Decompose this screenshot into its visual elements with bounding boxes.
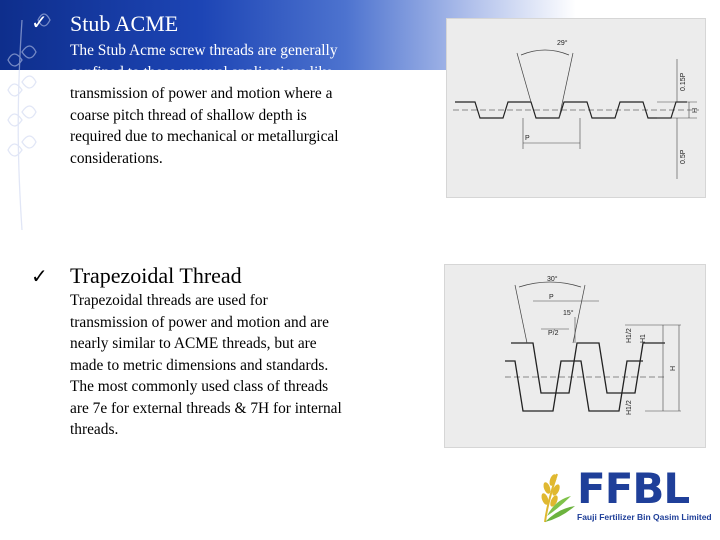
text-line: confined to those unusual applications like: [70, 63, 333, 81]
depth-bottom-label: 0.5P: [680, 149, 687, 164]
text-line: required due to mechanical or metallurgical: [70, 128, 339, 145]
section-heading-stub-acme: Stub ACME: [70, 11, 179, 36]
text-line: made to metric dimensions and standards.: [70, 356, 329, 374]
height-label: H: [692, 107, 699, 113]
text-line: transmission of power and motion where a: [70, 85, 333, 102]
text-line: coarse pitch thread of shallow depth is: [70, 106, 307, 124]
flank-angle-label: 15°: [563, 310, 574, 317]
text-line: nearly similar to ACME threads, but are: [70, 335, 317, 352]
text-line: The most commonly used class of threads: [70, 378, 329, 395]
text-line: are 7e for external threads & 7H for internal: [70, 399, 342, 417]
text-line: considerations.: [70, 149, 163, 167]
checkmark-bullet-icon: ✓: [31, 264, 48, 288]
trapezoidal-description: [70, 290, 342, 441]
ffbl-logo: [525, 466, 720, 526]
section-heading-trapezoidal: Trapezoidal Thread: [70, 263, 242, 288]
pitch-label: P: [549, 294, 554, 301]
h-label: H: [670, 365, 677, 371]
angle-label: 29°: [557, 40, 568, 47]
stub-acme-thread-diagram: [446, 18, 706, 198]
h1-half-label: H1/2: [626, 328, 633, 343]
checkmark-bullet-icon: ✓: [31, 10, 48, 34]
logo-tagline: Fauji Fertilizer Bin Qasim Limited: [577, 512, 712, 522]
pitch-label: P: [525, 135, 530, 142]
text-line: Trapezoidal threads are used for: [70, 292, 268, 309]
h1-half-lower-label: H1/2: [626, 400, 633, 415]
text-line: transmission of power and motion and are: [70, 313, 330, 331]
text-line: The Stub Acme screw threads are generally: [70, 42, 338, 59]
text-line: threads.: [70, 421, 119, 438]
half-pitch-label: P/2: [548, 330, 559, 337]
angle-label: 30°: [547, 276, 558, 283]
logo-wordmark: FFBL: [577, 464, 690, 513]
depth-top-label: 0.15P: [680, 72, 687, 91]
wheat-decoration-icon: [0, 0, 70, 230]
h1-label: H1: [640, 334, 647, 343]
trapezoidal-thread-diagram: [444, 264, 706, 448]
wheat-logo-icon: [525, 466, 579, 524]
stub-acme-description: [70, 40, 339, 169]
